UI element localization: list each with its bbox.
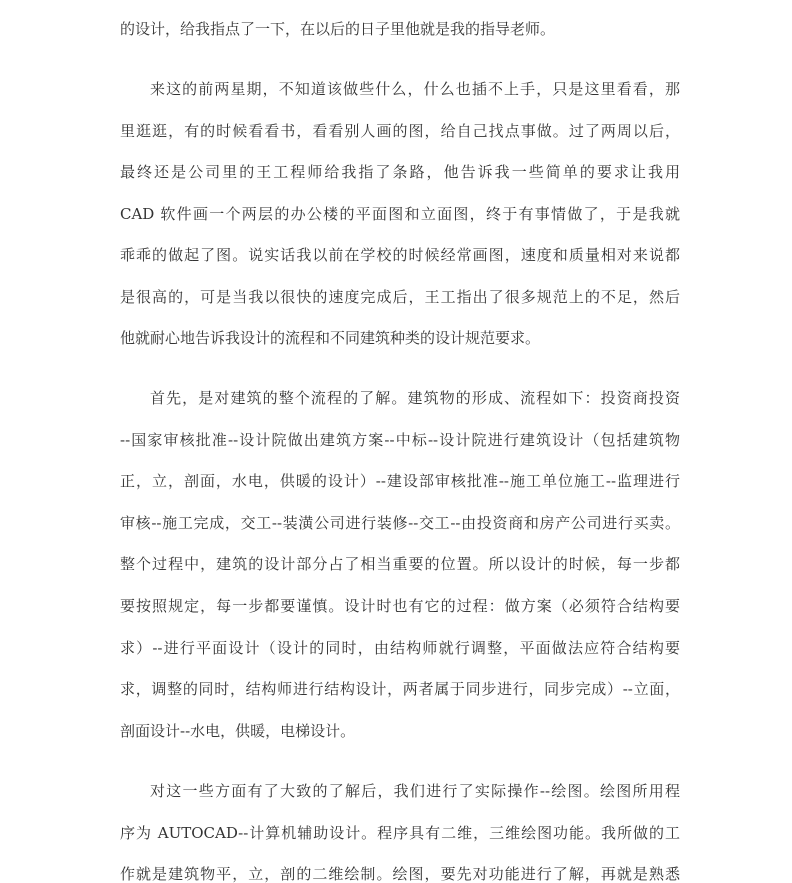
text-line: 作就是建筑物平，立，剖的二维绘制。绘图，要先对功能进行了解，再就是熟悉 [120,865,680,883]
text-line: 求）--进行平面设计（设计的同时，由结构师就行调整，平面做法应符合结构要 [120,639,680,657]
text-line: CAD 软件画一个两层的办公楼的平面图和立面图，终于有事情做了，于是我就 [120,205,680,223]
text-line: 他就耐心地告诉我设计的流程和不同建筑种类的设计规范要求。 [120,329,541,347]
text-line: 整个过程中，建筑的设计部分占了相当重要的位置。所以设计的时候，每一步都 [120,555,680,573]
text-line: 求，调整的同时，结构师进行结构设计，两者属于同步进行，同步完成）--立面， [120,680,680,698]
text-line: 的设计，给我指点了一下，在以后的日子里他就是我的指导老师。 [120,20,556,38]
text-line: 正，立，剖面，水电，供暖的设计）--建设部审核批准--施工单位施工--监理进行 [120,472,680,490]
text-line: 序为 AUTOCAD--计算机辅助设计。程序具有二维，三维绘图功能。我所做的工 [120,824,680,842]
text-line: 来这的前两星期，不知道该做些什么，什么也插不上手，只是这里看看，那 [150,80,680,98]
text-line: 首先，是对建筑的整个流程的了解。建筑物的形成、流程如下：投资商投资 [150,389,680,407]
text-line: 是很高的，可是当我以很快的速度完成后，王工指出了很多规范上的不足，然后 [120,288,680,306]
text-line: 里逛逛，有的时候看看书，看看别人画的图，给自己找点事做。过了两周以后， [120,122,680,140]
text-line: --国家审核批准--设计院做出建筑方案--中标--设计院进行建筑设计（包括建筑物 [120,431,680,449]
text-line: 最终还是公司里的王工程师给我指了条路，他告诉我一些简单的要求让我用 [120,163,680,181]
text-line: 要按照规定，每一步都要谨慎。设计时也有它的过程：做方案（必须符合结构要 [120,597,680,615]
text-line: 乖乖的做起了图。说实话我以前在学校的时候经常画图，速度和质量相对来说都 [120,246,680,264]
text-line: 剖面设计--水电，供暖，电梯设计。 [120,722,356,740]
text-line: 审核--施工完成，交工--装潢公司进行装修--交工--由投资商和房产公司进行买卖。 [120,514,680,532]
text-line: 对这一些方面有了大致的了解后，我们进行了实际操作--绘图。绘图所用程 [150,782,680,800]
